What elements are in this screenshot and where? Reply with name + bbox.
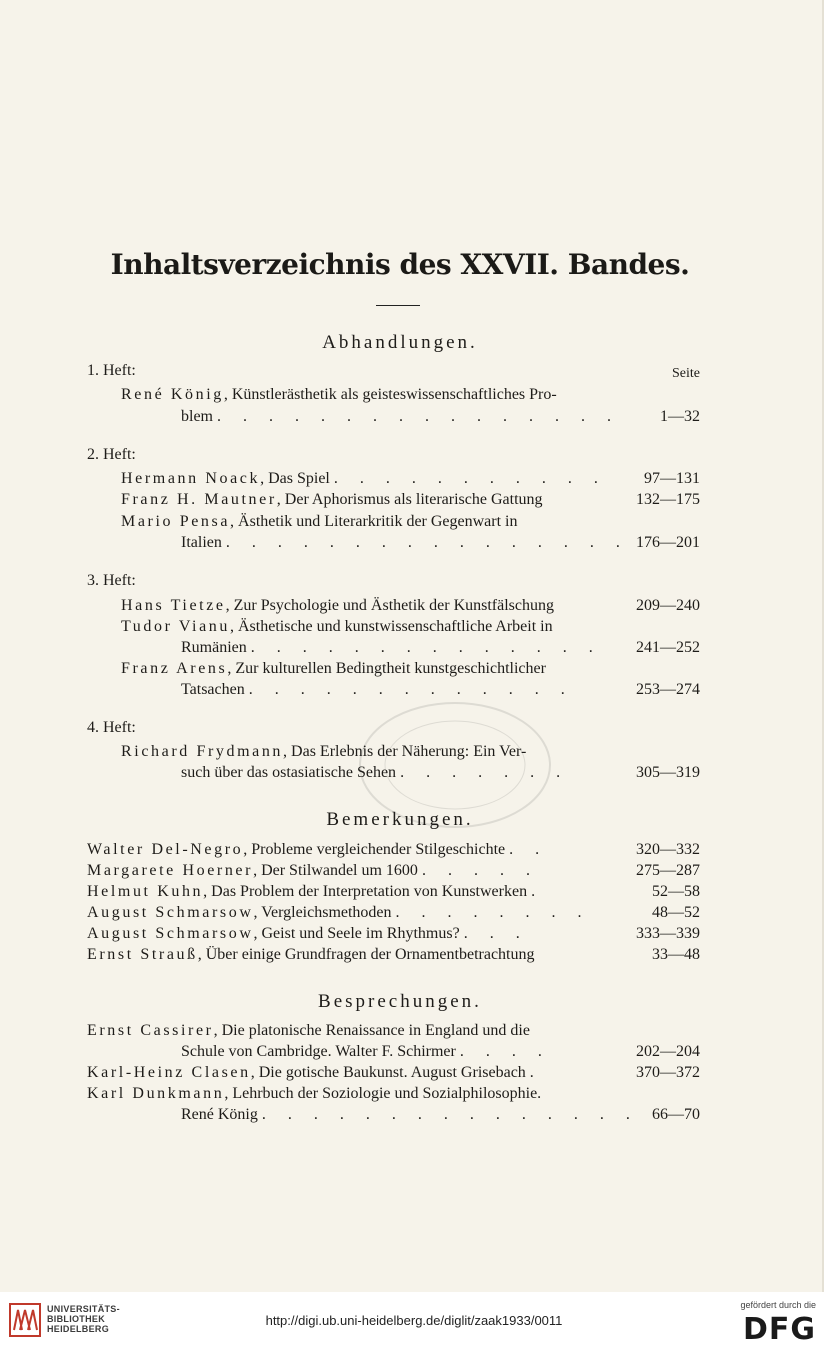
toc-entry-text: [181, 763, 569, 783]
toc-entry-text: [181, 407, 620, 427]
toc-entry-text: [87, 1021, 530, 1041]
toc-author: René König: [121, 386, 224, 403]
toc-page-range: 176—201: [636, 534, 700, 551]
toc-page-range: 333—339: [636, 925, 700, 942]
heft-label-3: 3. Heft:: [87, 572, 136, 589]
toc-page-range: 132—175: [636, 491, 700, 508]
toc-entry-text: [87, 903, 591, 923]
viewer-footer: [0, 1292, 828, 1352]
title-rule: [376, 305, 420, 306]
toc-title-cont: Italien: [181, 534, 222, 551]
toc-title: , Der Aphorismus als literarische Gattung: [276, 491, 543, 508]
toc-title: , Lehrbuch der Soziologie und Sozialphilosophie.: [224, 1085, 542, 1102]
toc-entry-text: [181, 1042, 551, 1062]
toc-entry-text: [181, 1105, 639, 1125]
toc-title-cont: blem: [181, 408, 213, 425]
page-title: Inhaltsverzeichnis des XXVII. Bandes.: [110, 248, 690, 281]
toc-entry-text: [87, 924, 529, 944]
toc-author: Hermann Noack: [121, 470, 261, 487]
seite-label: Seite: [672, 366, 700, 381]
toc-entry-text: [121, 512, 518, 532]
toc-page-range: 320—332: [636, 841, 700, 858]
library-name-line: UNIVERSITÄTS-: [47, 1304, 120, 1314]
toc-entry-text: [121, 490, 543, 510]
toc-page-range: 97—131: [644, 470, 700, 487]
section-heading-abhandlungen: Abhandlungen.: [322, 332, 478, 353]
toc-page-range: 209—240: [636, 597, 700, 614]
toc-page-range: 48—52: [652, 904, 700, 921]
toc-title: , Zur kulturellen Bedingtheit kunstgeschichtlicher: [227, 660, 546, 677]
heft-label-1: 1. Heft:: [87, 362, 136, 379]
dot-leader: .: [529, 1064, 543, 1081]
dot-leader: . . . . . . . . . . . . . . .: [261, 1106, 639, 1123]
toc-author: Mario Pensa: [121, 513, 231, 530]
toc-author: Margarete Hoerner: [87, 862, 254, 879]
permalink-url[interactable]: http://digi.ub.uni-heidelberg.de/diglit/zaak1933/0011: [265, 1313, 563, 1328]
toc-entry-text: [87, 1084, 541, 1104]
toc-page-range: 275—287: [636, 862, 700, 879]
toc-author: Ernst Strauß: [87, 946, 198, 963]
dot-leader: . . . . . . . . . . . . .: [248, 681, 574, 698]
toc-author: August Schmarsow: [87, 925, 254, 942]
toc-entry-text: [121, 617, 553, 637]
toc-entry-text: [87, 840, 548, 860]
toc-author: Tudor Vianu: [121, 618, 230, 635]
toc-entry-text: [181, 533, 629, 553]
toc-title-cont: Rumänien: [181, 639, 247, 656]
toc-author: Hans Tietze: [121, 597, 226, 614]
toc-author: Karl Dunkmann: [87, 1085, 225, 1102]
dot-leader: . . . . . . . . . . . . . .: [250, 639, 602, 656]
toc-title: , Der Stilwandel um 1600: [253, 862, 418, 879]
dot-leader: . . . . . . . . . . . . . . . .: [217, 408, 620, 425]
toc-entry-text: [121, 385, 557, 405]
toc-page-range: 202—204: [636, 1043, 700, 1060]
toc-entry-text: [87, 945, 535, 965]
toc-entry-text: [87, 1063, 543, 1083]
toc-page-range: 241—252: [636, 639, 700, 656]
toc-author: Helmut Kuhn: [87, 883, 204, 900]
toc-author: Richard Frydmann: [121, 743, 284, 760]
toc-page-range: 305—319: [636, 764, 700, 781]
toc-title: , Künstlerästhetik als geisteswissenschaftliches Pro-: [223, 386, 557, 403]
toc-entry-text: [87, 861, 539, 881]
toc-entry-text: [181, 680, 574, 700]
toc-page-range: 370—372: [636, 1064, 700, 1081]
toc-title: , Ästhetik und Literarkritik der Gegenwart in: [230, 513, 518, 530]
dot-leader: . .: [509, 841, 549, 858]
heft-label-2: 2. Heft:: [87, 446, 136, 463]
toc-title: , Das Erlebnis der Näherung: Ein Ver-: [283, 743, 527, 760]
dot-leader: . . . . . . . .: [395, 904, 591, 921]
dot-leader: . . . . .: [421, 862, 539, 879]
toc-page-range: 52—58: [652, 883, 700, 900]
toc-page-range: 66—70: [652, 1106, 700, 1123]
dot-leader: .: [531, 883, 545, 900]
toc-author: Franz Arens: [121, 660, 228, 677]
dot-leader: . . . . . . .: [400, 764, 570, 781]
dot-leader: . . . . . . . . . . .: [333, 470, 607, 487]
toc-entry-text: [181, 638, 602, 658]
dot-leader: . . . . . . . . . . . . . . . .: [225, 534, 629, 551]
toc-author: Franz H. Mautner: [121, 491, 277, 508]
toc-page-range: 33—48: [652, 946, 700, 963]
toc-title: , Über einige Grundfragen der Ornamentbetrachtung: [197, 946, 535, 963]
toc-title: , Probleme vergleichender Stilgeschichte: [243, 841, 506, 858]
heft-label-4: 4. Heft:: [87, 719, 136, 736]
dot-leader: . . . .: [459, 1043, 551, 1060]
toc-page-range: 1—32: [660, 408, 700, 425]
toc-title-cont: Schule von Cambridge. Walter F. Schirmer: [181, 1043, 456, 1060]
toc-author: August Schmarsow: [87, 904, 254, 921]
toc-title: , Die platonische Renaissance in England und die: [213, 1022, 530, 1039]
toc-title: , Das Problem der Interpretation von Kunstwerken: [203, 883, 528, 900]
toc-page-range: 253—274: [636, 681, 700, 698]
toc-author: Karl-Heinz Clasen: [87, 1064, 251, 1081]
toc-author: Ernst Cassirer: [87, 1022, 214, 1039]
dfg-logo: DFG: [742, 1312, 816, 1347]
toc-entry-text: [121, 596, 554, 616]
funded-by-label: gefördert durch die: [740, 1300, 816, 1310]
toc-title: , Das Spiel: [260, 470, 330, 487]
toc-entry-text: [121, 742, 526, 762]
toc-entry-text: [87, 882, 544, 902]
toc-title: , Zur Psychologie und Ästhetik der Kunstfälschung: [225, 597, 555, 614]
toc-title: , Ästhetische und kunstwissenschaftliche Arbeit in: [230, 618, 553, 635]
toc-title: , Geist und Seele im Rhythmus?: [253, 925, 460, 942]
toc-author: Walter Del-Negro: [87, 841, 244, 858]
library-name-line: BIBLIOTHEK: [47, 1314, 105, 1324]
library-name-line: HEIDELBERG: [47, 1324, 110, 1334]
toc-title-cont: Tatsachen: [181, 681, 245, 698]
toc-entry-text: [121, 659, 546, 679]
toc-title-cont: René König: [181, 1106, 258, 1123]
toc-entry-text: [121, 469, 607, 489]
toc-title-cont: such über das ostasiatische Sehen: [181, 764, 397, 781]
dot-leader: . . .: [463, 925, 529, 942]
toc-title: , Die gotische Baukunst. August Grisebach: [250, 1064, 526, 1081]
section-heading-besprechungen: Besprechungen.: [318, 991, 482, 1012]
section-heading-bemerkungen: Bemerkungen.: [326, 809, 474, 830]
toc-title: , Vergleichsmethoden: [253, 904, 392, 921]
